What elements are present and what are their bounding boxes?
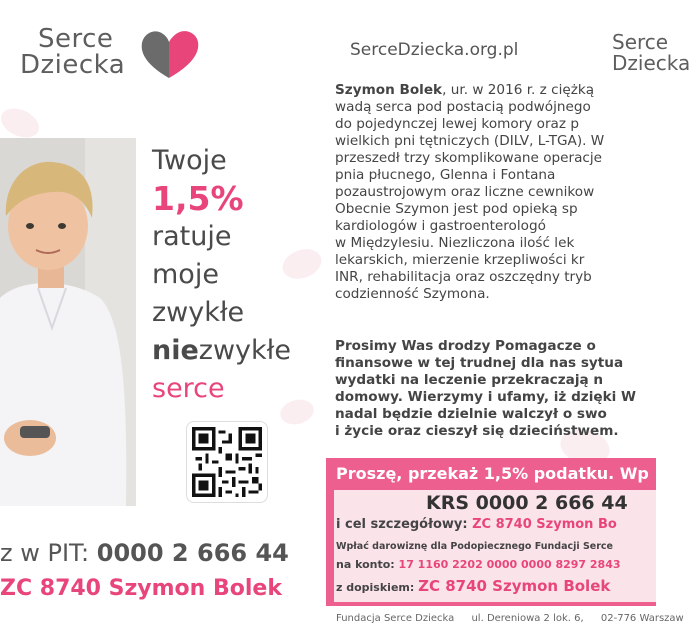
pit-prefix: z w PIT: [0, 539, 97, 567]
appeal-line: domowy. Wierzymy i ufamy, iż dzięki W [335, 389, 637, 405]
logo-line1: Serce [38, 24, 114, 54]
bank-account-number: 17 1160 2202 0000 0000 8297 2843 [398, 558, 621, 571]
pit-number: 0000 2 666 44 [96, 539, 289, 567]
specific-purpose [336, 517, 617, 532]
appeal-line: nadal będzie dzielnie walczył o swo [335, 406, 607, 422]
specific-purpose-label: i cel szczegółowy: [336, 517, 473, 532]
appeal [335, 338, 645, 440]
description-line: codzienność Szymona. [335, 286, 490, 302]
tagline-line6-rest: zwykłe [198, 335, 291, 366]
tagline [152, 142, 291, 408]
tagline-line6-bold: nie [152, 335, 199, 366]
description-line: w Międzylesiu. Niezliczona ilość lek [335, 235, 575, 251]
footer-city: 02-776 Warszaw [600, 613, 684, 624]
donation-note: Wpłać darowiznę dla Podopiecznego Fundacji Serce [336, 541, 613, 552]
description-line: wadą serca pod postacią podwójnego [335, 99, 591, 115]
footer-org: Fundacja Serce Dziecka [336, 613, 455, 624]
logo-line2: Dziecka [20, 50, 126, 80]
tagline-line7: serce [152, 373, 225, 404]
krs-number: KRS 0000 2 666 44 [426, 492, 628, 514]
child-name: Szymon Bolek [335, 82, 443, 98]
heart-logo-icon [138, 28, 202, 82]
transfer-title-value: ZC 8740 Szymon Bolek [418, 577, 611, 595]
tagline-percent: 1,5% [152, 179, 244, 218]
description-line: pnia płucnego, Glenna i Fontana [335, 167, 556, 183]
appeal-line: wydatki na leczenie przekraczają n [335, 372, 604, 388]
tagline-line4: moje [152, 259, 219, 290]
logo [20, 26, 125, 78]
pit-krs-line [0, 539, 289, 567]
qr-code-icon [192, 427, 262, 497]
logo-right-line1: Serce [612, 30, 669, 54]
appeal-line: finansowe w tej trudnej dla nas sytua [335, 355, 624, 371]
child-photo [0, 138, 136, 506]
site-url: SerceDziecka.org.pl [350, 40, 519, 60]
description-line: kardiologów i gastroenterologó [335, 218, 546, 234]
description [335, 82, 645, 303]
transfer-title [336, 577, 610, 595]
specific-purpose-value: ZC 8740 Szymon Bo [472, 517, 617, 532]
appeal-line: i życie oraz cieszył się dzieciństwem. [335, 423, 619, 439]
description-line: lekarskich, mierzenie krzepliwości kr [335, 252, 585, 268]
donation-box [326, 458, 656, 606]
logo-right [612, 32, 690, 74]
qr-code[interactable] [186, 421, 268, 503]
tagline-line5: zwykłe [152, 297, 245, 328]
tagline-line6 [152, 332, 291, 370]
description-line: pozaustrojowym oraz liczne cewnikow [335, 184, 595, 200]
description-line: Obecnie Szymon jest pod opieką sp [335, 201, 578, 217]
bank-account [336, 558, 621, 571]
description-line: do pojedynczej lewej komory oraz p [335, 116, 579, 132]
tagline-line1: Twoje [152, 145, 227, 176]
footer [336, 613, 698, 624]
tagline-line3: ratuje [152, 221, 232, 252]
description-line: INR, rehabilitacja oraz oszczędny tryb [335, 269, 592, 285]
description-line: przeszedł trzy skomplikowane operacje [335, 150, 603, 166]
description-line: wielkich pni tętniczych (DILV, L-TGA). W [335, 133, 605, 149]
appeal-line: Prosimy Was drodzy Pomagacze o [335, 338, 596, 354]
bank-account-label: na konto: [336, 558, 399, 571]
zc-code-left: ZC 8740 Szymon Bolek [0, 576, 282, 601]
donation-title: Proszę, przekaż 1,5% podatku. Wp [336, 464, 649, 483]
transfer-title-label: z dopiskiem: [336, 581, 419, 594]
logo-right-line2: Dziecka [612, 51, 691, 75]
description-line: Szymon Bolek, ur. w 2016 r. z ciężką [335, 82, 595, 98]
footer-address: ul. Dereniowa 2 lok. 6, [471, 613, 584, 624]
